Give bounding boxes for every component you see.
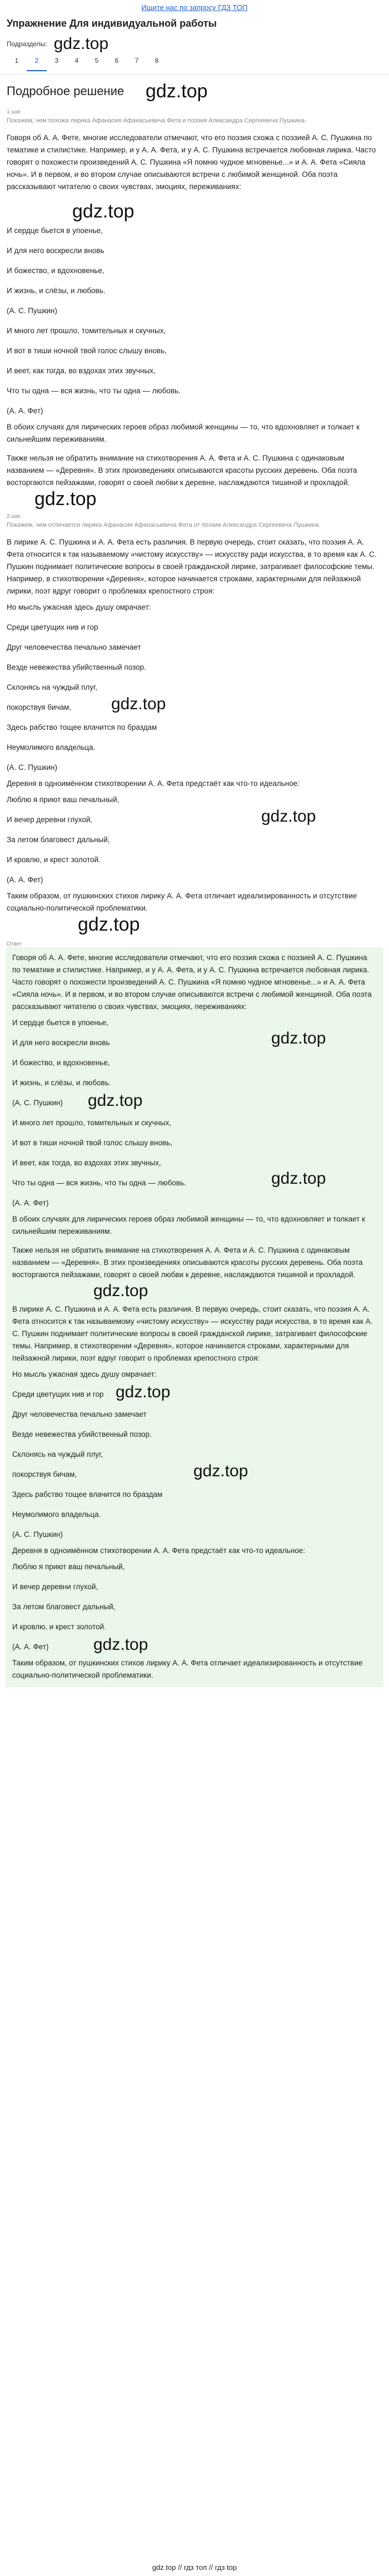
footer: [0, 2558, 389, 2572]
poem-line: Склонясь на чуждый плуг,: [7, 683, 98, 691]
poem-line: Склонясь на чуждый плуг,: [12, 1450, 103, 1458]
poem-line: Среди цветущих нив и гор: [7, 623, 98, 631]
attribution: (А. А. Фет): [12, 1199, 49, 1207]
poem-line: И вот в тиши ночной твой голос слышу вновь,: [12, 1139, 172, 1147]
answer-box: [6, 947, 383, 1687]
poem-line: И божество, и вдохновенье,: [12, 1059, 110, 1067]
poem-line: И много лет прошло, томительных и скучных,: [12, 1119, 172, 1127]
poem-line-text: покорствуя бичам,: [7, 703, 72, 711]
solution-title: [0, 75, 389, 108]
watermark: gdz.top: [93, 1282, 148, 1300]
watermark: gdz.top: [193, 1462, 248, 1480]
solution-paragraph-6: Таким образом, от пушкинских стихов лирику А. А. Фета отличает идеализированность и отсутствие социально-политической проблематики.: [7, 892, 357, 912]
attribution: (А. А. Фет): [7, 407, 43, 415]
subsection-8[interactable]: 8: [154, 57, 159, 65]
subsections-label: Подразделы:: [7, 40, 47, 48]
poem-line-text: Среди цветущих нив и гор: [12, 1390, 104, 1398]
watermark: gdz.top: [111, 695, 166, 713]
answer-paragraph-2: В обоих случаях для лирических героев образ любимой женщины — то, что вдохновляет и толкает к сильнейшим переживаниям.: [12, 1215, 365, 1235]
poem-line-text: покорствуя бичам,: [12, 1470, 77, 1479]
poem-line: Неумолимого владельца.: [7, 743, 96, 751]
poem-line: Друг человечества печально замечает: [12, 1410, 147, 1418]
poem-line: Друг человечества печально замечает: [7, 643, 141, 651]
answer-paragraph-4: В лирике А. С. Пушкина и А. А. Фета есть различия. В первую очередь, стоит сказать, что поэзия А. А. Фета относится к так называемому «чистому искусству» — искусству ради искусства, в то время как А. С. Пушкин поднимает политические вопросы в своей гражданской лирике, затрагивает философские темы. Например, в стихотворении «Деревня», которое начинается строками, характерными для пейзажной лирики, поэт вдруг говорит о проблемах крепостного строя:: [12, 1305, 373, 1362]
step-2-label: 2 шаг: [7, 513, 21, 520]
attribution-text: (А. С. Пушкин): [12, 1099, 63, 1107]
poem-line-text: Что ты одна — вся жизнь, что ты одна — любовь.: [12, 1179, 186, 1187]
subsection-3[interactable]: 3: [54, 57, 59, 65]
poem-line: И вот в тиши ночной твой голос слышу вновь,: [7, 347, 167, 355]
answer-label: Ответ: [7, 941, 22, 947]
attribution: [10, 1093, 379, 1113]
poem-line: Здесь рабство тощее влачится по браздам: [7, 723, 157, 731]
poem-line: И сердце бьется в упоенье,: [12, 1018, 109, 1027]
watermark-row: [0, 193, 389, 221]
answer-paragraph-1: Говоря об А. А. Фете, многие исследователи отмечают, что его поэзия схожа с поэзией А. С. Пушкина по тематике и стилистике. Например, и у А. А. Фета, и у А. С. Пушкина встречается любовная лирика. Часто говорят о похожести произведений А. С. Пушкина «Я помню чудное мгновенье...» и А. А. Фета «Сияла ночь». И в первом, и во втором случае описываются встречи с любимой женщиной. Оба поэта рассказывают читателю о своих чувствах, эмоциях, переживаниях:: [12, 953, 372, 1011]
watermark: gdz.top: [78, 914, 140, 935]
attribution-text: (А. А. Фет): [12, 1643, 49, 1651]
subsection-numbers: [0, 55, 389, 75]
attribution: (А. С. Пушкин): [7, 763, 57, 772]
poem-line: Что ты одна — вся жизнь, что ты одна — любовь.: [7, 387, 181, 395]
solution-paragraph-5: Деревня в одноимённом стихотворении А. А. Фета предстаёт как что-то идеальное:: [7, 779, 300, 788]
poem-line: И жизнь, и слёзы, и любовь.: [7, 286, 106, 295]
solution-title-text: Подробное решение: [7, 84, 124, 98]
attribution: [10, 1637, 379, 1657]
watermark-row: [10, 1281, 379, 1303]
poem-line: И сердце бьется в упоенье,: [7, 226, 103, 235]
poem-line: И кровлю, и крест золотой.: [7, 856, 101, 864]
answer-paragraph-6: Таким образом, от пушкинских стихов лирику А. А. Фета отличает идеализированность и отсутствие социально-политической проблематики.: [12, 1659, 363, 1679]
attribution: (А. С. Пушкин): [12, 1530, 63, 1539]
answer-paragraph-5: Деревня в одноимённом стихотворении А. А. Фета предстаёт как что-то идеальное:: [12, 1546, 305, 1555]
watermark-row: [0, 914, 389, 937]
subsection-1[interactable]: 1: [14, 57, 19, 65]
poem-line: За летом благовест дальный,: [7, 835, 110, 844]
subsections-row: [0, 33, 389, 55]
watermark: gdz.top: [261, 807, 316, 825]
step-2-description: Покажем, чем отличается лирика Афанасия Афанасьевича Фета от поэзии Александра Сергеевича Пушкина.: [7, 522, 321, 528]
subsection-4[interactable]: 4: [74, 57, 79, 65]
poem-line: Люблю я приют ваш печальный,: [12, 1563, 125, 1571]
poem-line: За летом благовест дальный,: [12, 1603, 116, 1611]
poem-line: Люблю я приют ваш печальный,: [7, 795, 119, 804]
step-1-description: Покажем, чем похожа лирика Афанасия Афанасьевича Фета и поэзия Александра Сергеевича Пушкина.: [7, 117, 307, 124]
attribution: (А. С. Пушкин): [7, 306, 57, 315]
solution-paragraph-3: Также нельзя не обратить внимание на стихотворения А. А. Фета и А. С. Пушкина с одинаковым названием — «Деревня». В этих произведениях описываются красоты русских деревень. Оба поэта восторгаются пейзажами, говорят о своей любви к деревне, наслаждаются тишиной и прохладой.: [7, 454, 357, 487]
poem-line: И жизнь, и слёзы, и любовь.: [12, 1079, 111, 1087]
poem-line: Неумолимого владельца.: [12, 1510, 101, 1519]
poem-line-text: И для него воскресли вновь: [12, 1039, 110, 1047]
poem-line: [10, 1169, 379, 1193]
poem-line: И веет, как тогда, во вздохах этих звучных,: [7, 367, 156, 375]
solution-paragraph-2: В обоих случаях для лирических героев образ любимой женщины — то, что вдохновляет и толкает к сильнейшим переживаниям.: [7, 423, 360, 443]
solution-paragraph-1: Говоря об А. А. Фете, многие исследователи отмечают, что его поэзия схожа с поэзией А. С. Пушкина по тематике и стилистике. Например, и у А. А. Фета, и у А. С. Пушкина встречается любовная лирика. Часто говорят о похожести произведений А. С. Пушкина «Я помню чудное мгновенье...» и А. А. Фета «Сияла ночь». И в первом, и во втором случае описываются встречи с любимой женщиной. Оба поэта рассказывают читателю о своих чувствах, эмоциях, переживаниях:: [7, 134, 376, 191]
watermark: gdz.top: [93, 1635, 148, 1654]
poem-line: Везде невежества убийственный позор.: [12, 1430, 152, 1438]
poem-line: Но мысль ужасная здесь душу омрачает:: [7, 603, 151, 611]
poem-line: И вечер деревни глухой,: [12, 1583, 98, 1591]
attribution: (А. А. Фет): [7, 876, 43, 884]
watermark: gdz.top: [146, 81, 208, 102]
page-title: Упражнение Для индивидуальной работы: [7, 18, 217, 29]
solution-paragraph-4: В лирике А. С. Пушкина и А. А. Фета есть различия. В первую очередь, стоит сказать, что поэзия А. А. Фета относится к так называемому «чистому искусству» — искусству ради искусства, в то время как А. С. Пушкин поднимает политические вопросы в своей гражданской лирике, затрагивает философские темы. Например, в стихотворении «Деревня», которое начинается строками, характерными для пейзажной лирики, поэт вдруг говорит о проблемах крепостного строя:: [7, 538, 377, 595]
watermark: gdz.top: [88, 1091, 143, 1110]
watermark: gdz.top: [72, 201, 134, 222]
subsection-5[interactable]: 5: [94, 57, 99, 65]
poem-line: [0, 695, 389, 718]
poem-line: [10, 1462, 379, 1485]
footer-text: gdz.top // гдз топ // гдз top: [152, 2563, 237, 2572]
poem-line: Здесь рабство тощее влачится по браздам: [12, 1490, 163, 1499]
poem-line: Но мысль ужасная здесь душу омрачает:: [12, 1370, 157, 1378]
poem-line-text: И вечер деревни глухой,: [7, 815, 93, 824]
poem-line: [10, 1029, 379, 1053]
subsections-title: gdz.top: [53, 34, 109, 53]
poem-line: И веет, как тогда, во вздохах этих звучных,: [12, 1159, 161, 1167]
answer-paragraph-3: Также нельзя не обратить внимание на стихотворения А. А. Фета и А. С. Пушкина с одинаковым названием — «Деревня». В этих произведениях описываются красоты русских деревень. Оба поэта восторгаются пейзажами, говорят о своей любви к деревне, наслаждаются тишиной и прохладой.: [12, 1246, 363, 1279]
poem-line: И кровлю, и крест золотой.: [12, 1623, 106, 1631]
watermark: gdz.top: [116, 1383, 171, 1401]
search-hint-link[interactable]: Ищите нас по запросу ГДЗ ТОП: [141, 3, 248, 12]
poem-line: И божество, и вдохновенье,: [7, 266, 104, 275]
watermark-row: [0, 489, 389, 512]
step-1-label: 1 шаг: [7, 109, 21, 115]
watermark: gdz.top: [271, 1029, 326, 1047]
poem-line: Везде невежества убийственный позор.: [7, 663, 146, 671]
subsection-2[interactable]: 2: [27, 55, 47, 71]
poem-line: [0, 807, 389, 830]
poem-line: И для него воскресли вновь: [7, 246, 104, 255]
watermark: gdz.top: [271, 1169, 326, 1188]
subsection-7[interactable]: 7: [134, 57, 139, 65]
subsection-6[interactable]: 6: [114, 57, 119, 65]
top-banner: [0, 0, 389, 14]
poem-line: [10, 1385, 379, 1405]
poem-line: И много лет прошло, томительных и скучных,: [7, 327, 166, 335]
watermark: gdz.top: [34, 488, 97, 510]
